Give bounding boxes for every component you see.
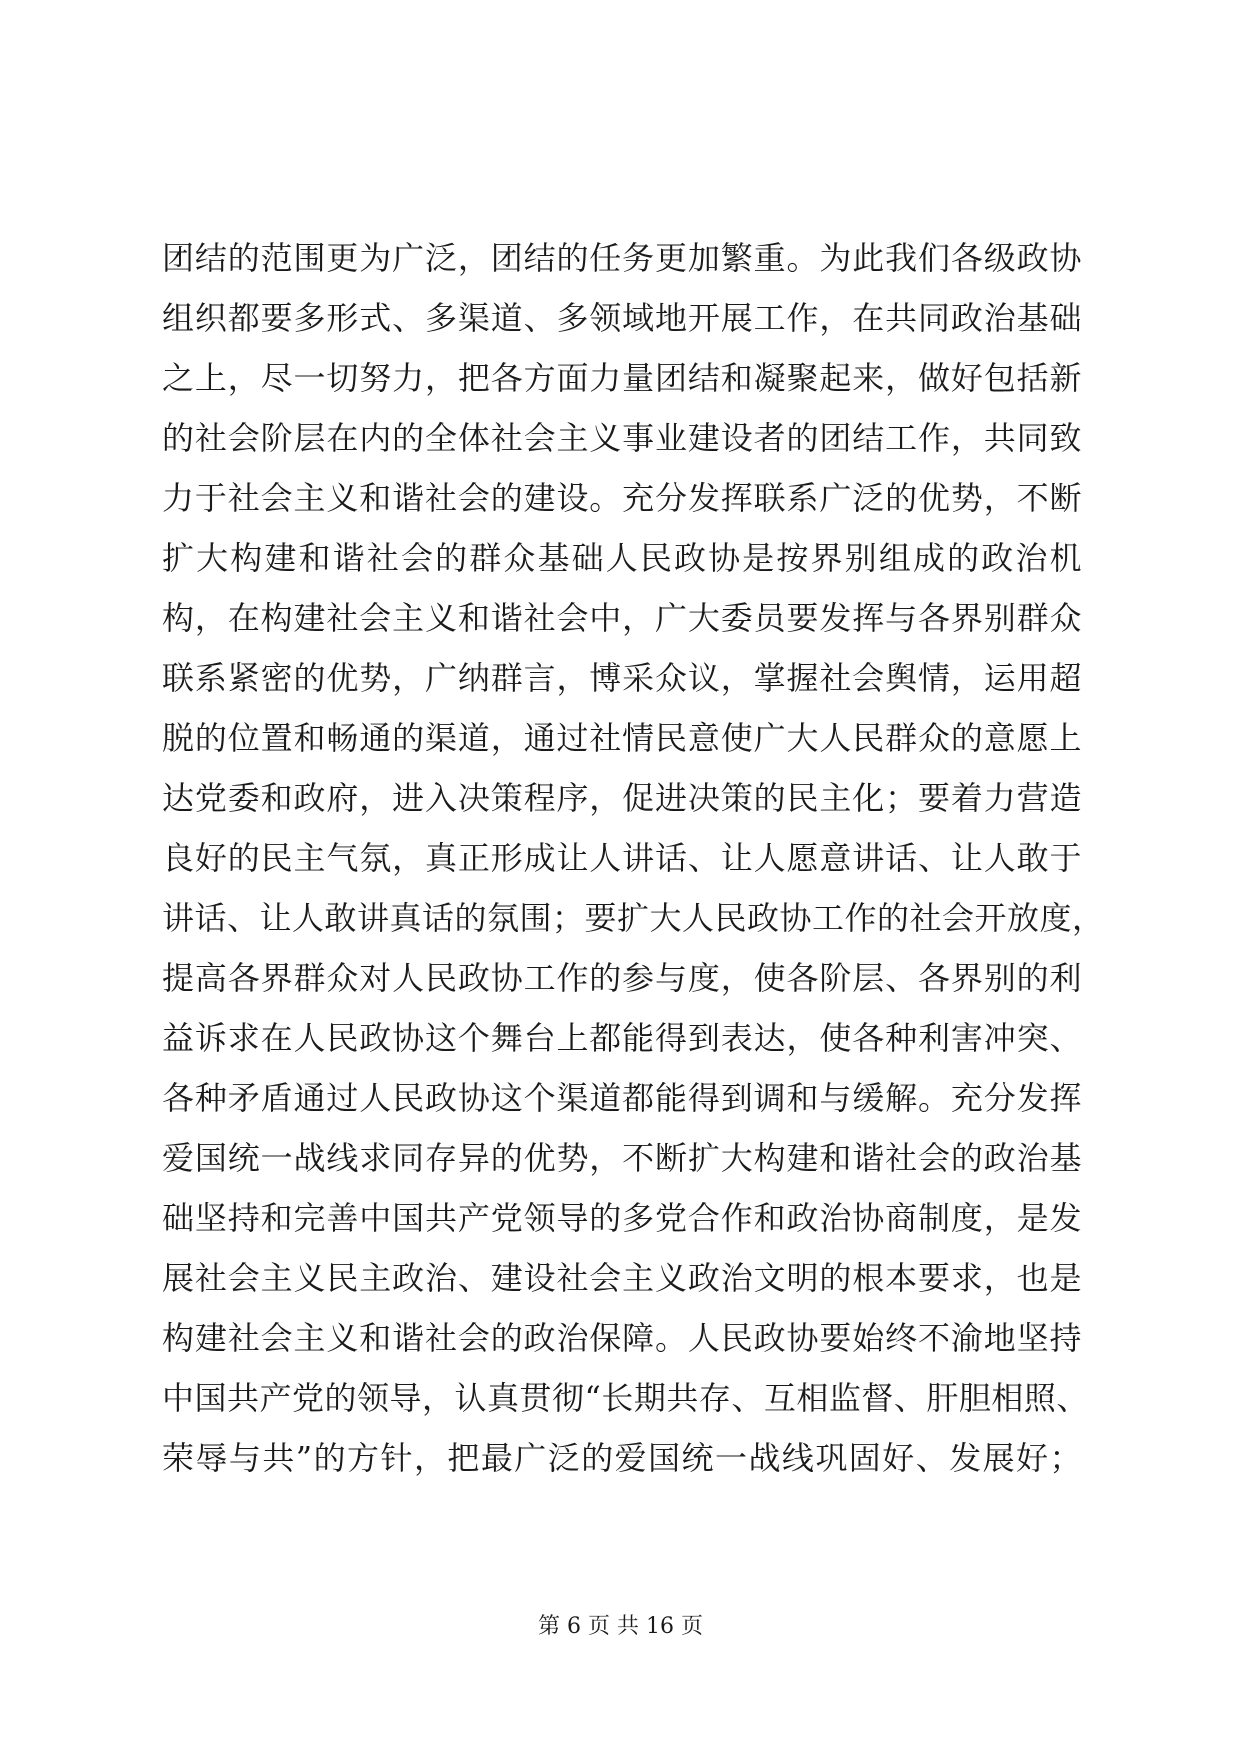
text-line: 的社会阶层在内的全体社会主义事业建设者的团结工作，共同致 bbox=[162, 419, 1082, 457]
text-line: 构建社会主义和谐社会的政治保障。人民政协要始终不渝地坚持 bbox=[162, 1319, 1082, 1357]
text-line: 益诉求在人民政协这个舞台上都能得到表达，使各种利害冲突、 bbox=[162, 1019, 1082, 1057]
text-line: 构，在构建社会主义和谐社会中，广大委员要发挥与各界别群众 bbox=[162, 599, 1082, 637]
text-line: 提高各界群众对人民政协工作的参与度，使各阶层、各界别的利 bbox=[162, 959, 1082, 997]
page-number: 第 6 页 共 16 页 bbox=[538, 1614, 703, 1639]
text-line: 达党委和政府，进入决策程序，促进决策的民主化；要着力营造 bbox=[162, 779, 1082, 817]
text-line: 爱国统一战线求同存异的优势，不断扩大构建和谐社会的政治基 bbox=[162, 1139, 1082, 1177]
text-line: 脱的位置和畅通的渠道，通过社情民意使广大人民群众的意愿上 bbox=[162, 719, 1082, 757]
text-line: 良好的民主气氛，真正形成让人讲话、让人愿意讲话、让人敢于 bbox=[162, 839, 1082, 877]
text-line: 中国共产党的领导，认真贯彻“长期共存、互相监督、肝胆相照、 bbox=[162, 1379, 1089, 1417]
text-line: 讲话、让人敢讲真话的氛围；要扩大人民政协工作的社会开放度， bbox=[162, 899, 1105, 937]
text-line: 扩大构建和谐社会的群众基础人民政协是按界别组成的政治机 bbox=[162, 539, 1082, 577]
text-line: 团结的范围更为广泛，团结的任务更加繁重。为此我们各级政协 bbox=[162, 239, 1082, 277]
text-line: 展社会主义民主政治、建设社会主义政治文明的根本要求，也是 bbox=[162, 1259, 1082, 1297]
text-line: 联系紧密的优势，广纳群言，博采众议，掌握社会舆情，运用超 bbox=[162, 659, 1082, 697]
text-line: 之上，尽一切努力，把各方面力量团结和凝聚起来，做好包括新 bbox=[162, 359, 1082, 397]
page-footer bbox=[0, 1612, 1241, 1642]
text-line: 组织都要多形式、多渠道、多领域地开展工作，在共同政治基础 bbox=[162, 299, 1082, 337]
text-line: 础坚持和完善中国共产党领导的多党合作和政治协商制度，是发 bbox=[162, 1199, 1082, 1237]
text-line: 各种矛盾通过人民政协这个渠道都能得到调和与缓解。充分发挥 bbox=[162, 1079, 1082, 1117]
body-paragraph bbox=[162, 228, 1105, 1488]
text-line: 力于社会主义和谐社会的建设。充分发挥联系广泛的优势，不断 bbox=[162, 479, 1082, 517]
text-line: 荣辱与共”的方针，把最广泛的爱国统一战线巩固好、发展好； bbox=[162, 1439, 1082, 1477]
